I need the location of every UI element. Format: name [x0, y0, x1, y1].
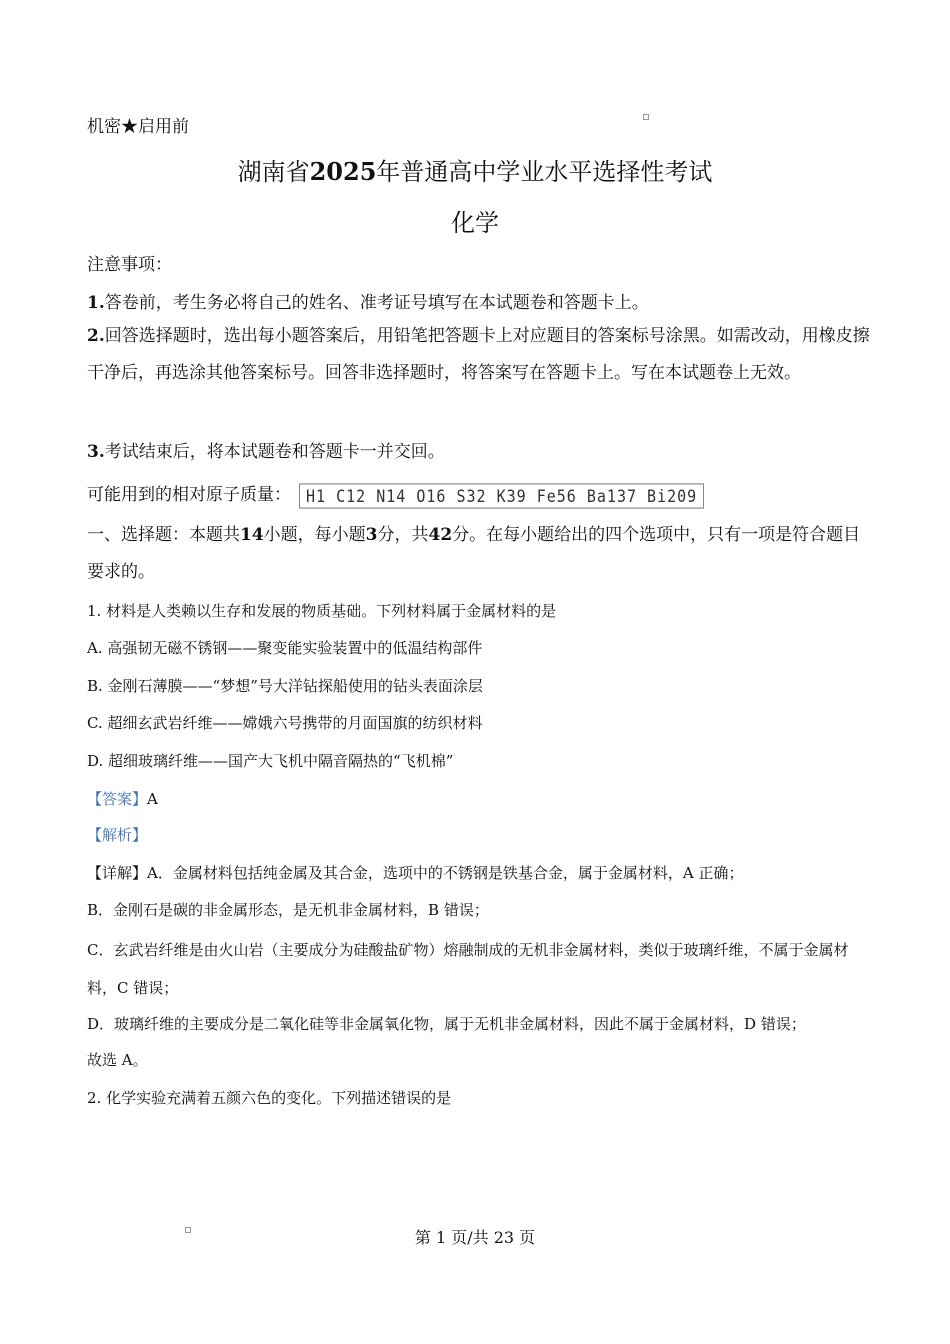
- detail-line-a: 【详解】A．金属材料包括纯金属及其合金，选项中的不锈钢是铁基合金，属于金属材料，A 正确；: [87, 864, 744, 882]
- question-1-stem: 1. 材料是人类赖以生存和发展的物质基础。下列材料属于金属材料的是: [87, 602, 557, 620]
- confidential-label: 机密★启用前: [87, 117, 189, 137]
- exam-title: 湖南省2025年普通高中学业水平选择性考试: [237, 157, 713, 186]
- answer-value: A: [147, 790, 158, 808]
- notice-item-1: 1.答卷前，考生务必将自己的姓名、准考证号填写在本试题卷和答题卡上。: [87, 293, 649, 313]
- notice-item-2: 2.回答选择题时，选出每小题答案后，用铅笔把答题卡上对应题目的答案标号涂黑。如需改动，用橡皮擦干净后，再选涂其他答案标号。回答非选择题时，将答案写在答题卡上。写在本试题卷上无效。: [87, 326, 870, 383]
- answer-label: 【答案】: [87, 790, 148, 808]
- detail-conclusion: 故选 A。: [87, 1051, 148, 1069]
- question-1-option-c: C. 超细玄武岩纤维——嫦娥六号携带的月面国旗的纺织材料: [87, 714, 483, 732]
- question-2-stem: 2. 化学实验充满着五颜六色的变化。下列描述错误的是: [87, 1089, 452, 1107]
- atomic-mass-line: [87, 480, 704, 507]
- section-instructions: 一、选择题：本题共14小题，每小题3分，共42分。在每小题给出的四个选项中，只有一项是符合题目要求的。: [87, 525, 861, 582]
- title-year: 2025: [309, 157, 377, 186]
- atomic-mass-label: 可能用到的相对原子质量：: [87, 485, 291, 505]
- page-number: 第 1 页/共 23 页: [414, 1228, 536, 1247]
- detail-line-b: B．金刚石是碳的非金属形态，是无机非金属材料，B 错误；: [87, 901, 489, 919]
- atomic-mass-values: H1 C12 N14 O16 S32 K39 Fe56 Ba137 Bi209: [299, 483, 704, 508]
- analysis-label: 【解析】: [87, 826, 148, 844]
- answer-line: [87, 788, 158, 809]
- corner-mark: [643, 114, 649, 120]
- notice-item-3: 3.考试结束后，将本试题卷和答题卡一并交回。: [87, 442, 445, 462]
- question-1-option-d: D. 超细玻璃纤维——国产大飞机中隔音隔热的“飞机棉”: [87, 752, 454, 770]
- question-1-option-a: A. 高强韧无磁不锈钢——聚变能实验装置中的低温结构部件: [87, 639, 483, 657]
- question-1-option-b: B. 金刚石薄膜——“梦想”号大洋钻探船使用的钻头表面涂层: [87, 677, 483, 695]
- detail-line-c: C．玄武岩纤维是由火山岩（主要成分为硅酸盐矿物）熔融制成的无机非金属材料，类似于玻璃纤维，不属于金属材料，C 错误；: [87, 941, 849, 997]
- subject-title: 化学: [451, 209, 499, 237]
- detail-line-d: D．玻璃纤维的主要成分是二氧化硅等非金属氧化物，属于无机非金属材料，因此不属于金属材料，D 错误；: [87, 1015, 806, 1033]
- notice-heading: 注意事项：: [87, 255, 172, 275]
